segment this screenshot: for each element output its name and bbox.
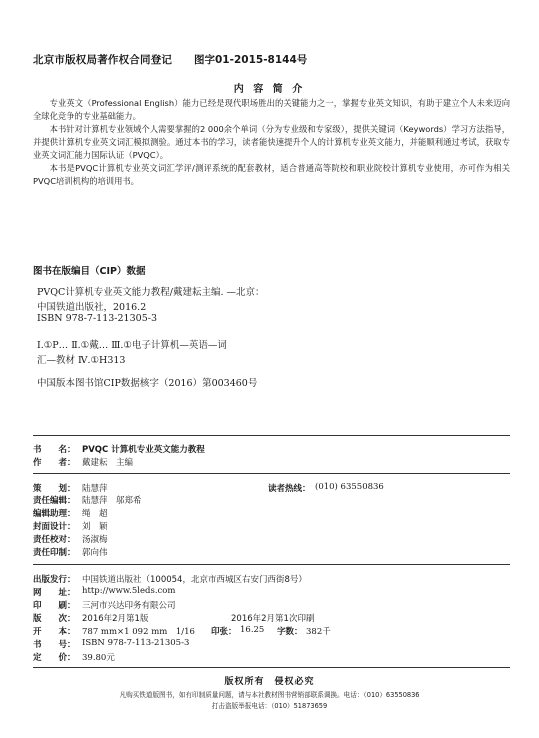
copyright-notice: 版权所有 侵权必究 bbox=[224, 677, 315, 687]
divider bbox=[33, 564, 510, 565]
isbn: ISBN 978-7-113-21305-3 bbox=[82, 638, 190, 648]
publisher-label: 出版发行： bbox=[33, 575, 76, 585]
format-label: 开 本： bbox=[33, 627, 76, 637]
summary-paragraph: 本书是PVQC计算机专业英文词汇学评/测评系统的配套教材，适合普通高等院校和职业院校计算机专业使用，亦可作为相关PVQC培训机构的培训用书。 bbox=[33, 163, 510, 186]
edition-label: 版 次： bbox=[33, 614, 76, 624]
price: 39.80元 bbox=[82, 653, 115, 663]
cip-line: 中国铁道出版社，2016.2 bbox=[37, 302, 147, 313]
printer-label: 印 刷： bbox=[33, 601, 76, 611]
staff-label: 责任印制： bbox=[33, 548, 76, 558]
cip-line: PVQC计算机专业英文能力教程/戴建耘主编. —北京： bbox=[37, 287, 265, 298]
book-title: PVQC 计算机专业英文能力教程 bbox=[82, 445, 205, 455]
author-label: 作 者： bbox=[33, 458, 76, 468]
publisher: 中国铁道出版社（100054，北京市西城区右安门西街8号） bbox=[82, 575, 307, 585]
planner: 陆慧萍 bbox=[82, 484, 108, 494]
divider bbox=[33, 473, 510, 474]
summary-paragraph: 本书针对计算机专业领域个人需要掌握的2 000余个单词（分为专业级和专家级），提供关键词（Keywords）学习方法指导，并提供计算机专业英文词汇模拟测验。通过本书的学习，读者能快速提升个人的计算机专业英文能力，并能顺利通过考试，获取专业英文词汇能力国际认证（PVQC）。 bbox=[33, 124, 510, 160]
staff-value: 绳 超 bbox=[82, 509, 108, 519]
website-link[interactable]: http://www.5leds.com bbox=[82, 586, 176, 596]
isbn-label: 书 号： bbox=[33, 640, 76, 650]
quality-notice: 凡购买铁道版图书，如有印制质量问题，请与本社教材图书营销部联系调换。电话：（010）63550836 bbox=[119, 691, 420, 699]
staff-value: 汤淑梅 bbox=[82, 535, 108, 545]
price-label: 定 价： bbox=[33, 653, 76, 663]
piracy-hotline: 打击盗版举报电话：（010）51873659 bbox=[211, 702, 328, 710]
author: 戴建耘 主编 bbox=[82, 458, 134, 468]
cip-heading: 图书在版编目（CIP）数据 bbox=[33, 266, 146, 277]
word-count-label: 字数： bbox=[277, 627, 303, 637]
book-title-label: 书 名： bbox=[33, 445, 76, 455]
summary-body bbox=[33, 97, 510, 188]
staff-label: 责任编辑： bbox=[33, 496, 76, 506]
staff-value: 陆慧萍 邬郑希 bbox=[82, 496, 142, 506]
cip-number: 中国版本图书馆CIP数据核字（2016）第003460号 bbox=[37, 378, 258, 389]
website-label: 网 址： bbox=[33, 588, 76, 598]
copyright-registration-number: 图字01-2015-8144号 bbox=[194, 54, 308, 66]
sheets-label: 印张： bbox=[211, 627, 237, 637]
staff-label: 封面设计： bbox=[33, 522, 76, 532]
staff-value: 郭向伟 bbox=[82, 548, 108, 558]
divider bbox=[33, 667, 510, 668]
format: 787 mm×1 092 mm 1/16 bbox=[82, 627, 195, 637]
word-count: 382千 bbox=[306, 627, 331, 637]
impression: 2016年2月第1次印刷 bbox=[231, 614, 315, 624]
cip-line: ISBN 978-7-113-21305-3 bbox=[37, 313, 157, 324]
cip-line: Ⅰ.①P… Ⅱ.①戴… Ⅲ.①电子计算机—英语—词 bbox=[37, 340, 227, 351]
staff-label: 责任校对： bbox=[33, 535, 76, 545]
printer: 三河市兴达印务有限公司 bbox=[82, 601, 176, 611]
planner-label: 策 划： bbox=[33, 484, 76, 494]
staff-value: 刘 颖 bbox=[82, 522, 108, 532]
reader-hotline: (010) 63550836 bbox=[315, 482, 384, 492]
sheets: 16.25 bbox=[240, 625, 265, 635]
copyright-registration: 北京市版权局著作权合同登记 bbox=[33, 54, 173, 66]
reader-hotline-label: 读者热线： bbox=[268, 484, 311, 494]
cip-line: 汇—教材 Ⅳ.①H313 bbox=[37, 355, 126, 366]
divider bbox=[33, 435, 510, 436]
summary-title: 内 容 简 介 bbox=[233, 84, 306, 95]
summary-paragraph: 专业英文（Professional English）能力已经是现代职场胜出的关键能力之一，掌握专业英文知识，有助于建立个人未来迈向全球化竞争的专业基础能力。 bbox=[33, 98, 510, 121]
staff-label: 编辑助理： bbox=[33, 509, 76, 519]
edition: 2016年2月第1版 bbox=[82, 614, 149, 624]
